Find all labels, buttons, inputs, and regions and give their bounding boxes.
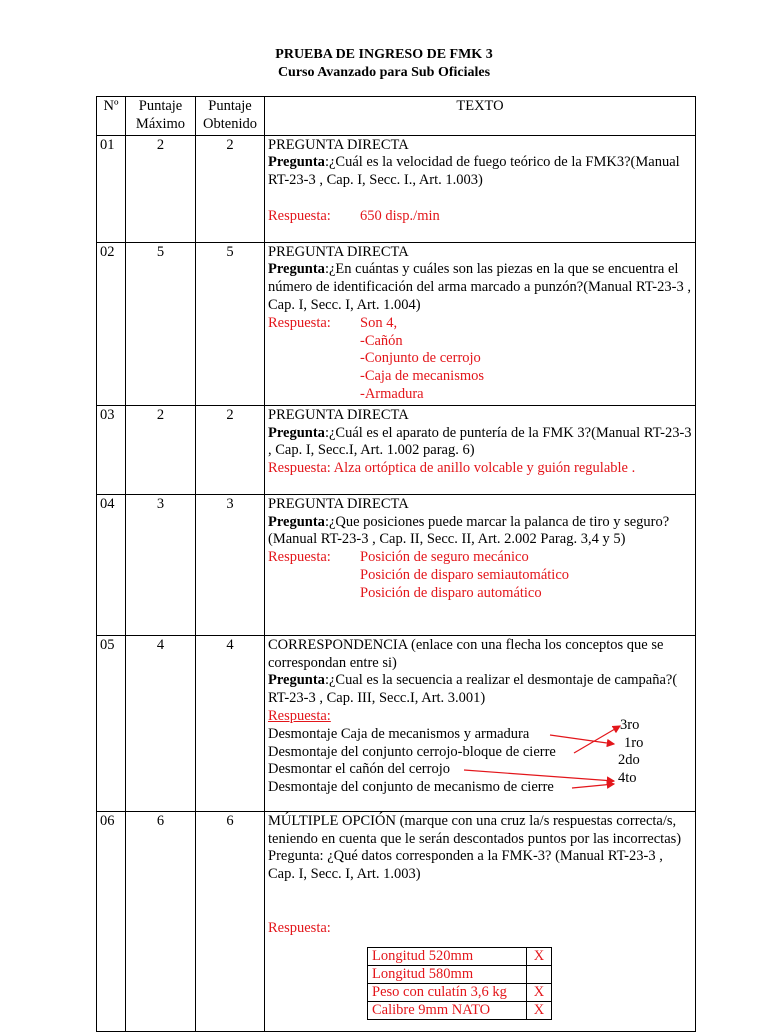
- question-text: Pregunta:¿En cuántas y cuáles son las piezas en la que se encuentra el número de identificación del arma marcado a punzón?(Manual RT-23-3 , Cap. I, Secc. I, Art. 1.004): [268, 261, 691, 313]
- arrow: [550, 735, 614, 744]
- concept-right: 1ro: [624, 734, 644, 751]
- table-row: [97, 135, 696, 242]
- concept-right: 4to: [618, 770, 637, 787]
- obtained-score: 6: [196, 811, 265, 1031]
- row-number: 04: [97, 494, 126, 635]
- question-text: Pregunta: ¿Qué datos corresponden a la FMK-3? (Manual RT-23-3 , Cap. I, Secc. I, Art. 1.003): [268, 848, 663, 883]
- question-text: Pregunta:¿Cuál es el aparato de puntería de la FMK 3?(Manual RT-23-3 , Cap. I, Secc.I, Art. 1.002 parag. 6): [268, 424, 692, 459]
- max-score: 4: [126, 635, 196, 811]
- obtained-score: 4: [196, 635, 265, 811]
- exam-table: [96, 96, 696, 1032]
- question-text: Pregunta:¿Cual es la secuencia a realizar el desmontaje de campaña?( RT-23-3 , Cap. III, Secc.I, Art. 3.001): [268, 672, 678, 707]
- row-number: 06: [97, 811, 126, 1031]
- question-cell: [265, 635, 696, 811]
- arrow: [572, 784, 614, 788]
- options-table: [367, 947, 552, 1020]
- answer-label: Respuesta:: [268, 919, 331, 936]
- question-cell: [265, 242, 696, 405]
- concept-right: 2do: [618, 752, 640, 769]
- max-score: 2: [126, 405, 196, 494]
- question-type: PREGUNTA DIRECTA: [268, 406, 409, 423]
- page-subtitle: Curso Avanzado para Sub Oficiales: [277, 65, 491, 80]
- row-number: 01: [97, 135, 126, 242]
- max-score: 2: [126, 135, 196, 242]
- concept-left: Desmontar el cañón del cerrojo: [268, 761, 450, 778]
- obtained-score: 2: [196, 135, 265, 242]
- question-cell: [265, 405, 696, 494]
- col-text-header: TEXTO: [265, 97, 696, 136]
- option-row: Calibre 9mm NATO X: [368, 1001, 552, 1019]
- row-number: 05: [97, 635, 126, 811]
- max-score: 5: [126, 242, 196, 405]
- concept-left: Desmontaje Caja de mecanismos y armadura: [268, 725, 530, 742]
- answer: Respuesta: Son 4, -Cañón -Conjunto de cerrojo -Caja de mecanismos -Armadura: [268, 314, 485, 402]
- option-row: Longitud 520mm X: [368, 947, 552, 965]
- option-row: Longitud 580mm: [368, 965, 552, 983]
- table-row: [97, 242, 696, 405]
- question-cell: [265, 811, 696, 1031]
- col-no-header: Nº: [97, 97, 126, 136]
- row-number: 03: [97, 405, 126, 494]
- max-score: 3: [126, 494, 196, 635]
- answer: Respuesta: 650 disp./min: [268, 207, 440, 224]
- obtained-score: 3: [196, 494, 265, 635]
- row-number: 02: [97, 242, 126, 405]
- max-score: 6: [126, 811, 196, 1031]
- question-type: PREGUNTA DIRECTA: [268, 243, 409, 260]
- answer-label: Respuesta:: [268, 707, 331, 724]
- option-row: Peso con culatín 3,6 kg X: [368, 983, 552, 1001]
- col-obtained-header: Puntaje Obtenido: [196, 97, 265, 136]
- table-header-row: [97, 97, 696, 136]
- question-type: MÚLTIPLE OPCIÓN (marque con una cruz la/s respuestas correcta/s, teniendo en cuenta que le serán descontados puntos por las incorrectas): [268, 812, 682, 847]
- question-cell: [265, 135, 696, 242]
- col-max-header: Puntaje Máximo: [126, 97, 196, 136]
- answer: Respuesta: Posición de seguro mecánico Posición de disparo semiautomático Posición de disparo automático: [268, 549, 570, 601]
- concept-left: Desmontaje del conjunto cerrojo-bloque de cierre: [268, 743, 556, 760]
- question-text: Pregunta:¿Que posiciones puede marcar la palanca de tiro y seguro? (Manual RT-23-3 , Cap. II, Secc. II, Art. 2.002 Parag. 3,4 y 5): [268, 513, 670, 548]
- question-cell: [265, 494, 696, 635]
- page-title: PRUEBA DE INGRESO DE FMK 3: [275, 47, 493, 62]
- table-row: [97, 405, 696, 494]
- table-row: [97, 811, 696, 1031]
- table-row: [97, 635, 696, 811]
- obtained-score: 2: [196, 405, 265, 494]
- answer: Respuesta: Alza ortóptica de anillo volcable y guión regulable .: [268, 460, 636, 477]
- correspondence-arrows: [268, 726, 698, 798]
- arrow: [464, 770, 614, 781]
- question-type: CORRESPONDENCIA (enlace con una flecha los conceptos que se correspondan entre si): [268, 636, 664, 671]
- correspondence-block: [268, 716, 692, 797]
- question-text: Pregunta:¿Cuál es la velocidad de fuego teórico de la FMK3?(Manual RT-23-3 , Cap. I, Secc. I., Art. 1.003): [268, 154, 680, 189]
- question-type: PREGUNTA DIRECTA: [268, 136, 409, 153]
- question-type: PREGUNTA DIRECTA: [268, 495, 409, 512]
- obtained-score: 5: [196, 242, 265, 405]
- concept-right: 3ro: [620, 716, 640, 733]
- concept-left: Desmontaje del conjunto de mecanismo de cierre: [268, 779, 554, 796]
- table-row: [97, 494, 696, 635]
